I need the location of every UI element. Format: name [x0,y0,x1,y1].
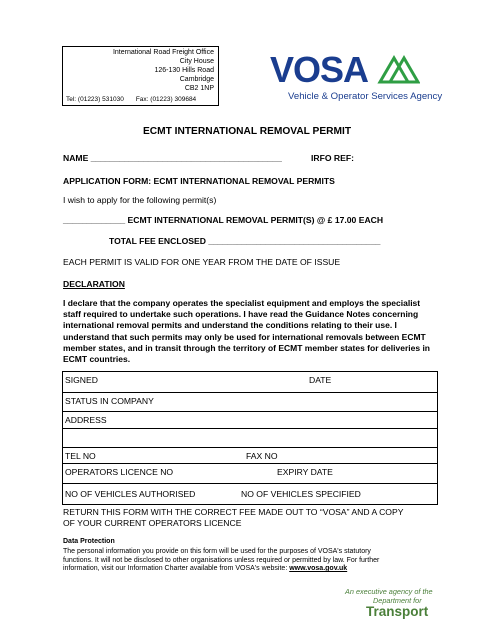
vehicles-authorised-label: NO OF VEHICLES AUTHORISED [65,489,196,499]
tel-number: Tel: (01223) 531030 [66,96,124,103]
data-protection-text [63,548,443,574]
permit-quantity-field[interactable]: _____________ ECMT INTERNATIONAL REMOVAL PERMIT(S) @ £ 17.00 EACH [63,215,384,225]
logo-triangle-icon [380,58,408,82]
table-row [63,464,437,484]
contact-numbers [66,96,208,103]
fax-number: Fax: (01223) 309684 [135,96,197,103]
logo-triangle-icon [390,58,418,82]
address-line: International Road Freight Office [112,49,214,56]
validity-text: EACH PERMIT IS VALID FOR ONE YEAR FROM THE DATE OF ISSUE [63,257,341,267]
expiry-date-label: EXPIRY DATE [277,467,333,477]
executive-agency-text: An executive agency of the [345,587,433,596]
address-line: CB2 1NP [184,85,214,92]
department-for-text: Department for [373,596,422,605]
total-fee-field[interactable]: TOTAL FEE ENCLOSED ____________________________________ [109,236,381,246]
tel-no-label: TEL NO [65,451,96,461]
table-row [63,393,437,412]
data-protection-line: functions. It will not be disclosed to other organisations unless required or permitted by law. For further [63,556,380,564]
transport-logo-text: Transport [366,604,429,619]
logo-text: VOSA [270,52,369,90]
address-line: City House [179,58,214,65]
licence-no-label: OPERATORS LICENCE NO [65,467,174,477]
declaration-text: I declare that the company operates the specialist equipment and employs the specialist staff required to undertake such operations. I have read the Guidance Notes concerning international removal permits and understand the conditions relating to their use. I understand that such permits may only be used for international removals between ECMT member states, and in transit through the territory of ECMT member states for deliveries in ECMT countries. [63,298,430,365]
date-label: DATE [309,375,332,385]
data-protection-line: The personal information you provide on this form will be used for the purposes of VOSA's statutory [63,548,371,555]
vosa-logo [270,52,420,90]
table-row [63,484,437,504]
application-form-heading: APPLICATION FORM: ECMT INTERNATIONAL REMOVAL PERMITS [63,176,335,186]
table-row [63,372,437,393]
table-row [63,429,437,448]
table-row [63,412,437,429]
return-note-line: OF YOUR CURRENT OPERATORS LICENCE [63,518,242,528]
address-line: Cambridge [179,76,214,83]
name-field[interactable]: NAME ________________________________________ [63,153,282,163]
return-note-line: RETURN THIS FORM WITH THE CORRECT FEE MADE OUT TO “VOSA” AND A COPY [63,507,404,517]
status-label: STATUS IN COMPANY [65,396,154,406]
signed-label: SIGNED [65,375,98,385]
declaration-heading: DECLARATION [63,279,125,289]
address-label: ADDRESS [65,415,107,425]
irfo-ref-label: IRFO REF: [311,153,354,163]
data-protection-line: information, visit our Information Charter available from VOSA's website: www.vosa.gov.uk [63,565,348,573]
fax-no-label: FAX NO [246,451,278,461]
address-line: 126-130 Hills Road [154,67,214,74]
table-row [63,448,437,464]
vehicles-specified-label: NO OF VEHICLES SPECIFIED [241,489,361,499]
website-link[interactable]: www.vosa.gov.uk [289,565,348,573]
page-title: ECMT INTERNATIONAL REMOVAL PERMIT [142,126,352,137]
apply-text: I wish to apply for the following permit(s) [63,195,217,205]
details-table [62,371,438,505]
data-protection-heading: Data Protection [63,538,115,545]
agency-name: Vehicle & Operator Services Agency [288,91,443,102]
address-box [62,46,219,106]
